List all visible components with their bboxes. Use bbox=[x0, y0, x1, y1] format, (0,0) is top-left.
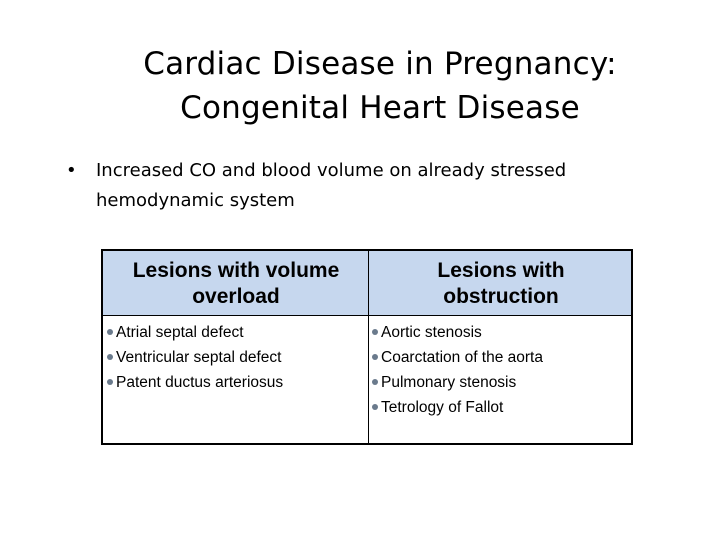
list-item: Ventricular septal defect bbox=[107, 345, 365, 370]
bullet-item bbox=[66, 156, 666, 216]
bullet-text-line-1: Increased CO and blood volume on already stressed bbox=[96, 160, 567, 181]
header-obstruction-line-1: Lesions with bbox=[437, 259, 565, 282]
column-divider bbox=[368, 251, 369, 443]
obstruction-list bbox=[372, 320, 630, 420]
list-item: Tetrology of Fallot bbox=[372, 395, 630, 420]
slide-title-line-1: Cardiac Disease in Pregnancy: bbox=[143, 46, 617, 82]
list-item: Aortic stenosis bbox=[372, 320, 630, 345]
header-obstruction bbox=[373, 258, 629, 310]
volume-overload-list bbox=[107, 320, 365, 395]
list-item: Coarctation of the aorta bbox=[372, 345, 630, 370]
list-item: Pulmonary stenosis bbox=[372, 370, 630, 395]
bullet-marker: • bbox=[66, 160, 77, 181]
bullet-list bbox=[66, 156, 666, 216]
bullet-text-line-2: hemodynamic system bbox=[96, 190, 295, 211]
slide-title bbox=[90, 42, 670, 130]
list-item: Atrial septal defect bbox=[107, 320, 365, 345]
slide-title-line-2: Congenital Heart Disease bbox=[180, 90, 580, 126]
header-volume-overload-line-2: overload bbox=[192, 285, 280, 308]
header-obstruction-line-2: obstruction bbox=[443, 285, 559, 308]
lesions-table bbox=[101, 249, 633, 445]
list-item: Patent ductus arteriosus bbox=[107, 370, 365, 395]
header-volume-overload-line-1: Lesions with volume bbox=[132, 259, 340, 282]
header-volume-overload bbox=[109, 258, 363, 310]
